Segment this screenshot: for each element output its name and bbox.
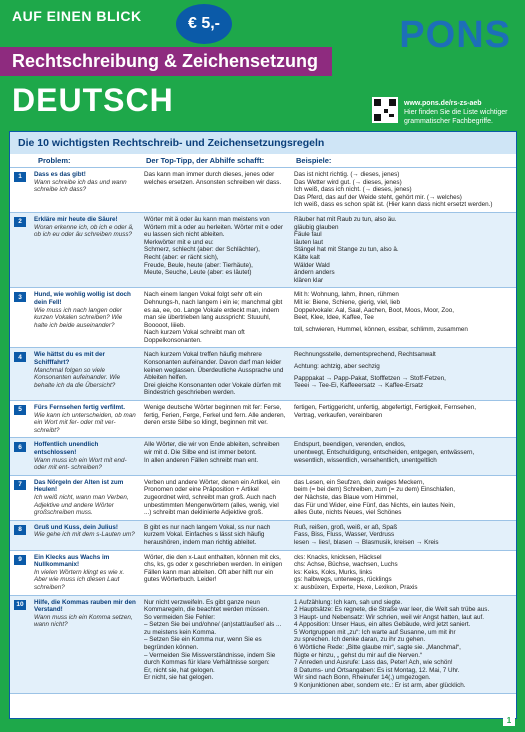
problem-question: Wann muss ich ein Wort mit end- oder mit ent- schreiben? [34,456,127,472]
rule-number: 10 [14,600,26,610]
problem-question: Wie muss ich nach langen oder kurzen Vokalen schreiben? Wie halte ich beide auseinander? [34,306,123,329]
rule-row [10,168,516,213]
rule-number: 2 [14,217,26,227]
problem-question: In vielen Wörtern klingt es wie x. Aber wie muss ich diesen Laut schreiben? [34,568,125,591]
rule-row [10,438,516,475]
tip-text: – Setzen Sie bei und/ohne/ (an)statt/außer/ als ... zu meistens kein Komma. [144,621,282,636]
example-line: unentwegt, Entschuldigung, entscheiden, entgegen, entwässern, [294,449,475,456]
rule-number: 7 [14,480,26,490]
example-line: Das ist nicht richtig. (→ dieses, jenes) [294,171,400,178]
qr-code-icon[interactable] [372,97,398,123]
rule-tip [140,551,290,595]
rule-examples [290,288,516,347]
example-line: flügte er hinzu, „ gehst du mir auf die Nerven.“ [294,651,423,659]
rule-tip [140,476,290,520]
example-line: Fäule faul [294,231,322,239]
example-line: lesen → lies!, blasen → Blasmusik, kreisen → Kreis [294,538,439,546]
example-line: 2 Hauptsätze: Es regnete, die Straße war leer, die Welt sah trübe aus. [294,606,490,614]
tip-text: So vermeiden Sie Fehler: [144,613,216,621]
example-line: gs: halbwegs, unterwegs, rücklings [294,576,392,584]
column-header: Beispiele: [296,156,332,165]
example-line: Vertrag, verkaufen, vereinbaren [294,411,383,419]
example-line: 6 Wörtliche Rede: „Bitte glaube mir“, sagte sie. „Manchmal“, [294,644,461,652]
example-line: 1 Aufzählung: Ich kam, sah und siegte. [294,598,403,606]
example-line: ks: Keks, Koks, Murks, links [294,568,373,576]
rule-problem [30,551,140,595]
tip-text: Das kann man immer durch dieses, jenes oder welches ersetzen. Ansonsten schreiben wir dass. [144,171,282,186]
rule-row [10,551,516,596]
problem-heading: Hilfe, die Kommas rauben mir den Verstand! [34,598,136,614]
example-line: läuten laut [294,238,324,246]
tip-text: – Setzen Sie ein Komma nur, wenn Sie es begründen können. [144,636,262,652]
example-line: Mit ie: Biene, Schiene, gierig, viel, lieb [294,298,401,306]
page-title: DEUTSCH [12,82,174,118]
rule-number: 5 [14,405,26,415]
column-header: Der Top-Tipp, der Abhilfe schafft: [146,156,265,165]
tip-text: Wörter, die den x-Laut enthalten, können mit cks, chs, ks, gs oder x geschrieben werden. In einigen Fällen kann man ableiten. Oft aber hilft nur ein gutes Wörterbuch. Leider! [144,553,283,584]
rule-examples [290,551,516,595]
rule-tip [140,168,290,212]
rule-examples [290,401,516,437]
rule-examples [290,213,516,287]
example-line: Doppelvokale: Aal, Saal, Aachen, Boot, Moos, Moor, Zoo, [294,306,454,314]
rules-list [10,168,516,694]
rule-problem [30,168,140,212]
promo-text [404,99,522,126]
example-line: Rechnungsstelle, dementsprechend, Rechtsanwalt [294,351,436,359]
tip-text: Nach kurzem Vokal treffen häufig mehrere Konsonanten aufeinander. Davon darf man leider keinen weglassen. Überdeutliche Aussprache und Ableiten helfen. [144,351,284,382]
card-title: Die 10 wichtigsten Rechtschreib- und Zeichensetzungsregeln [10,132,516,154]
rule-tip [140,438,290,474]
example-line: 9 Konjunktionen aber, sondern etc.: Er ist arm, aber glücklich. [294,682,466,690]
rule-tip [140,348,290,400]
rules-card [9,131,517,719]
rule-number: 1 [14,172,26,182]
column-header: Problem: [38,156,71,165]
example-line: Beet, Klee, Idee, Kaffee, Tee [294,314,374,322]
problem-heading: Erkläre mir heute die Säure! [34,215,118,223]
problem-question: Wann schreibe ich das und wann schreibe ich dass? [34,178,127,194]
rule-tip [140,401,290,437]
rule-number: 8 [14,525,26,535]
tip-text: – Vermeiden Sie Missverständnisse, indem Sie durch Kommas für klare Verhältnisse sorgen: [144,651,276,667]
tip-text: In allen anderen Fällen schreibt man ent. [144,456,259,464]
tip-text: Wörter mit ä oder äu kann man meistens von Wörtern mit a oder au herleiten. Wörter mit e oder eu lassen sich nicht ableiten. [144,215,283,239]
rule-problem [30,348,140,400]
tip-text: Freude, Beule, heute (aber: Tierhäute), [144,261,253,269]
rule-examples [290,596,516,693]
promo-url[interactable]: www.pons.de/rs-zs-aeb [404,100,482,107]
tip-text: Schmerz, schlecht (aber: der Schlächter), [144,246,260,254]
example-line: toll, schwieren, Hummel, können, essbar, schlimm, zusammen [294,325,468,333]
rule-problem [30,596,140,693]
example-line: Ruß, reißen, groß, weiß, er aß, Spaß [294,523,398,531]
example-line: wesentlich, wissentlich, versehentlich, unentgeltlich [294,456,437,464]
problem-question: Woran erkenne ich, ob ich e oder ä, ob ich eu oder äu schreiben muss? [34,223,134,239]
example-line: klären klar [294,276,324,284]
example-line: Teeei → Tee-Ei, Kaffeeersatz → Kaffee-Ersatz [294,382,424,390]
rule-problem [30,213,140,287]
example-line: zu sprechen. Ich denke daran, zu ihr zu gehen. [294,636,426,644]
rule-tip [140,213,290,287]
problem-question: Wann muss ich ein Komma setzen, wann nicht? [34,613,133,629]
rule-tip [140,288,290,347]
tip-text: Nach kurzem Vokal schreibt man oft Doppelkonsonanten. [144,329,245,344]
example-line: fertigen, Fertiggericht, unfertig, abgefertigt, Fertigkeit, Fernsehen, [294,404,477,412]
rule-row [10,288,516,348]
problem-heading: Gruß und Kuss, dein Julius! [34,523,118,531]
problem-heading: Ein Klecks aus Wachs im Nullkommanix! [34,553,110,569]
rule-examples [290,168,516,212]
rule-number: 4 [14,352,26,362]
rule-tip [140,521,290,550]
rule-examples [290,438,516,474]
example-line: 3 Haupt- und Nebensatz: Wir schrien, weil wir Angst hatten, laut auf. [294,613,485,621]
example-line: Das Pferd, das auf der Weide steht, gehört mir. (→ welches) [294,193,462,201]
example-line: chs: Achse, Büchse, wachsen, Luchs [294,561,398,569]
problem-question: Ich weiß nicht, wann man Verben, Adjektive und andere Wörter großschreiben muss. [34,493,129,517]
promo-line: Hier finden Sie die Liste wichtiger [404,109,508,116]
problem-question: Wie kann ich unterscheiden, ob man ein Wort mit fer- oder mit ver- schreibt? [34,411,136,434]
page-number: 1 [503,714,515,726]
rule-problem [30,521,140,550]
rule-problem [30,288,140,347]
example-line: Achtung: achtzig, aber sechzig [294,363,380,371]
rule-number: 3 [14,292,26,302]
example-line: Ich weiß, dass es schon spät ist. (Hier kann dass nicht ersetzt werden.) [294,201,493,209]
example-line: x: ausbüxen, Experte, Hexe, Lexikon, Praxis [294,583,418,591]
price-badge: € 5,- [176,4,232,44]
example-line: alles Gute, nichts Neues, viel Schönes [294,509,402,517]
example-line: Endspurt, beendigen, verenden, endlos, [294,441,406,449]
problem-heading: Hund, wie wohlig wollig ist doch dein Fell! [34,291,131,306]
problem-heading: Fürs Fernsehen fertig verfilmt. [34,404,125,412]
rule-problem [30,438,140,474]
example-line: ändern anders [294,269,335,277]
example-line: 4 Apposition: Unser Haus, ein altes Gebäude, wird jetzt saniert. [294,621,471,629]
problem-heading: Dass es das gibt! [34,171,86,178]
problem-heading: Das Nörgeln der Alten ist zum Heulen! [34,478,124,494]
example-line: Wir sind nach Bonn, Rheinufer 14(,) umgezogen. [294,674,431,682]
rule-examples [290,348,516,400]
promo-line: grammatischer Fachbegriffe. [404,118,493,125]
tip-text: Verben und andere Wörter, denen ein Artikel, ein Pronomen oder eine Präposition + Artikel zugeordnet wird, schreibt man groß. Auch nach unbestimmten Mengenwörtern (alles, wenig, viel ...) schreibt man deklinierte Adjektive groß. [144,478,280,517]
example-line: Papppakat → Papp-Pakat, Stofffetzen → Stoff-Fetzen, [294,374,446,382]
example-line: 5 Wortgruppen mit „zu“: Ich warte auf Susanne, um mit ihr [294,628,456,636]
example-line: der Nächste, das Blaue vom Himmel, [294,493,398,501]
example-line: cks: Knacks, knicksen, Häcksel [294,553,382,561]
rule-row [10,401,516,438]
rule-number: 9 [14,555,26,565]
problem-heading: Hoffentlich unendlich entschlossen! [34,441,99,456]
example-line: 8 Datums- und Ortsangaben: Es ist Montag, 12. Mai, 7 Uhr. [294,666,460,674]
rule-examples [290,521,516,550]
tip-text: Nach einem langen Vokal folgt sehr oft ein Dehnungs-h, nach langem i ein ie; manchmal gibt es aa, ee, oo. Lange Vokale erdeckt man, indem man sie übertrieben lang ausspricht: Stuuuhl, Booooot, liiieb. [144,291,283,329]
rule-examples [290,476,516,520]
example-line: Ich weiß, dass ich nicht. (→ dieses, jenes) [294,186,412,194]
tip-text: Wenige deutsche Wörter beginnen mit fer: Ferse, fertig, Ferien, Ferge, Ferkel und fern. Alle anderen, deren erste Silbe so klingt, beginnen mit ver. [144,404,286,427]
example-line: Das Wetter wird gut. (→ dieses, jenes) [294,178,402,186]
example-line: das Lesen, ein Seufzen, dein ewiges Meckern, [294,478,425,486]
example-line: 7 Anreden und Ausrufe: Lass das, Peter! Ach, wie schön! [294,659,453,667]
rule-problem [30,401,140,437]
example-line: Fass, Biss, Fluss, Wasser, Verdruss [294,531,395,539]
tip-text: Recht (aber: er rächt sich), [144,253,219,261]
rule-row [10,476,516,521]
example-line: Wälder Wald [294,261,330,269]
rule-row [10,596,516,694]
tip-text: B gibt es nur nach langem Vokal, ss nur nach kurzem Vokal. Einfaches s lässt sich häufig heraushören, indem man richtig ableitet. [144,523,271,546]
series-label: AUF EINEN BLICK [12,8,142,24]
tip-text: Alle Wörter, die wir von Ende ableiten, schreiben wir mit d. Die Silbe end ist immer betont. [144,441,280,456]
example-line: Stängel hat mit Stange zu tun, also ä. [294,246,399,254]
rule-number: 6 [14,442,26,452]
problem-question: Manchmal folgen so viele Konsonanten aufeinander. Wie behalte ich da die Übersicht? [34,366,121,389]
tip-text: Nur nicht verzweifeln. Es gibt ganze neun Kommaregeln, die beachtet werden müssen. [144,598,269,614]
example-line: Mit h: Wohnung, lahm, ihnen, rühmen [294,291,399,299]
example-line: das Für und Wider, eine Fünf, das Nichts, ein lautes Nein, [294,501,456,509]
topic-banner: Rechtschreibung & Zeichensetzung [0,47,332,76]
rule-problem [30,476,140,520]
example-line: beim (= bei dem) Schreiben, zum (= zu dem) Einschlafen, [294,486,455,494]
problem-question: Wie gehe ich mit dem s-Lauten um? [34,531,135,539]
example-line: gläubig glauben [294,223,339,231]
top-bar [0,0,525,56]
tip-text: Er nicht, sie hat gelogen. [144,674,214,682]
tip-text: Er, nicht sie, hat gelogen. [144,666,215,674]
rule-tip [140,596,290,693]
rule-row [10,213,516,288]
tip-text: Merkwörter mit e und eu: [144,238,214,246]
example-line: Kälte kalt [294,253,320,261]
tip-text: Meute, Seuche, Leute (aber: es läutet) [144,269,252,277]
pons-logo: PONS [399,14,511,56]
tip-text: Drei gleiche Konsonanten oder Vokale dürfen mit Bindestrich geschrieben werden. [144,381,281,397]
example-line: Räuber hat mit Raub zu tun, also äu. [294,215,397,223]
column-header-row [10,154,516,168]
problem-heading: Wie hättst du es mit der Schifffahrt? [34,351,105,367]
rule-row [10,521,516,551]
rule-row [10,348,516,401]
